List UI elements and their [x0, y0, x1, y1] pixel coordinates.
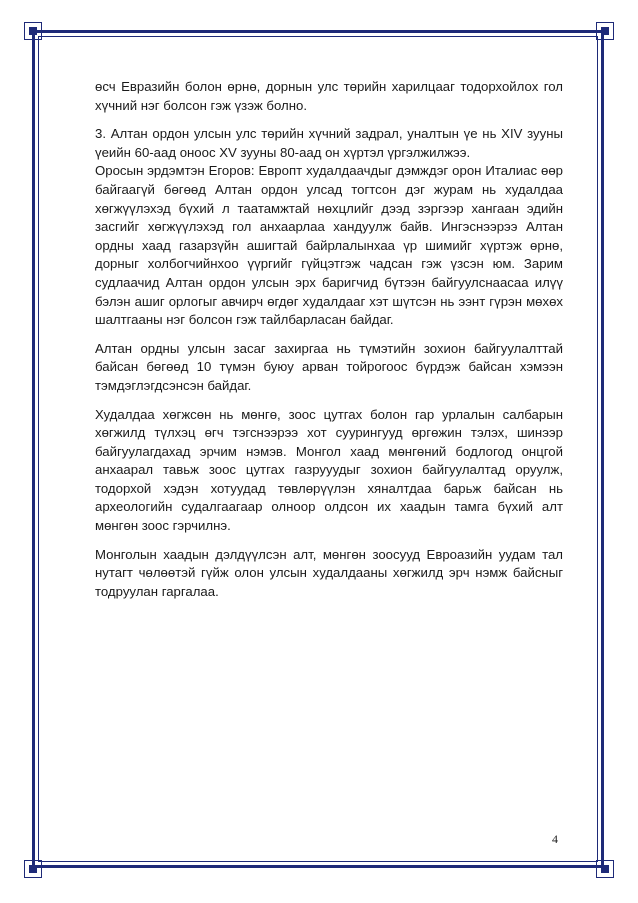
paragraph-section-3: 3. Алтан ордон улсын улс төрийн хүчний задрал, уналтын үе нь XIV зууны үеийн 60-аад оноос XV зууны 80-аад он хүртэл үргэлжилжээ.	[95, 126, 563, 160]
paragraph-conclusion: Монголын хаадын дэлдүүлсэн алт, мөнгөн зоосууд Евроазийн уудам тал нутагт чөлөөтэй гүйж олон улсын худалдааны хөгжилд эрч нэмж байсныг тодруулан гаргалаа.	[95, 546, 563, 599]
paragraph-intro: өсч Евразийн болон өрнө, дорнын улс төрийн харилцааг тодорхойлох гол хүчний нэг болсон гэж үзэж болно.	[95, 79, 563, 113]
page-number: 4	[552, 832, 558, 846]
corner-ornament-icon	[24, 22, 42, 40]
corner-ornament-icon	[596, 860, 614, 878]
paragraph-administration: Алтан ордны улсын засаг захиргаа нь түмэтийн зохион байгуулалттай байсан бөгөөд 10 түмэн буюу арван тойрогоос бүрдэж байсан хэмээн тэмдэглэгдсэнсэн байдаг.	[95, 340, 563, 393]
paragraph-trade-coins: Худалдаа хөгжсөн нь мөнгө, зоос цутгах болон гар урлалын салбарын хөгжилд түлхэц өгч тэгснээрээ хот суурингууд өргөжин тэлэх, шинээр байгуулагдахад эрчим нэмэв. Монгол хаад мөнгөний бодлогод онцгой анхаарал тавьж зоос цутгах газрууудыг зохион байгуулалтад оруулж, тодорхой хэдэн хотуудад төвлөрүүлэн хяналтдаа барьж байсан нь археологийн судалгаагаар олноор олдсон их хаадын тамга бүхий алт мөнгөн зоос гэрчилнэ.	[95, 406, 563, 534]
corner-ornament-icon	[24, 860, 42, 878]
corner-ornament-icon	[596, 22, 614, 40]
paragraph-egorov: Оросын эрдэмтэн Егоров: Европт худалдаачдыг дэмждэг орон Италиас өөр байгаагүй бөгөөд Алтан ордон улсад тогтсон дэг журам нь худалдаа хөгжүүлэхэд бүхий л таатамжтай нөхцлийг дээд зэргээр хангаан эдийн засгийг хөгжүүлэхэд гол анхаарлаа хандуулж байв. Ингэснээрээ Алтан ордны хаад газарзүйн ашигтай байрлалынхаа үр шимийг хүртэж өрнө, дорныг холбогчийнхоо үүргийг гүйцэтгэж чадсан гэж үзсэн юм. Зарим судлаачид Алтан ордон улсын эрх баригчид бүтээн байгуулснаасаа илүү бэлэн ашиг орлогыг авчирч өгдөг худалдааг хэт шүтсэн нь ээнт гүрэн мөхөх шалтгааны нэг болсон гэж тайлбарласан байдаг.	[95, 163, 563, 328]
document-body	[95, 78, 563, 611]
